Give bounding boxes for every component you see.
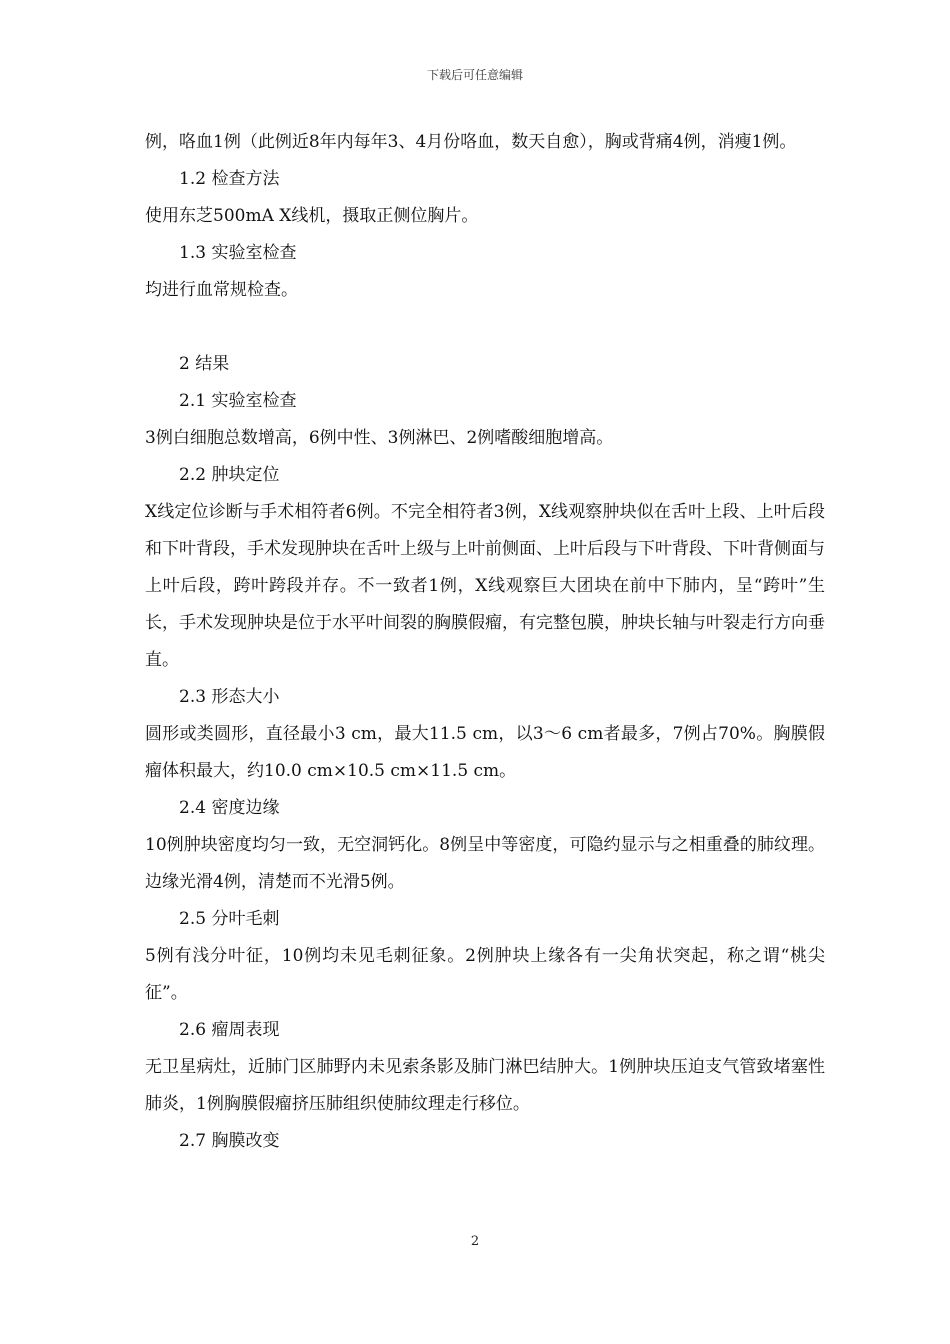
paragraph: 例，咯血1例（此例近8年内每年3、4月份咯血，数天自愈），胸或背痛4例，消瘦1例。 <box>145 132 797 152</box>
paragraph: 无卫星病灶，近肺门区肺野内未见索条影及肺门淋巴结肿大。1例肿块压迫支气管致堵塞性肺炎，1例胸膜假瘤挤压肺组织使肺纹理走行移位。 <box>145 1057 825 1114</box>
paragraph: 圆形或类圆形，直径最小3 cm，最大11.5 cm，以3～6 cm者最多，7例占70%。胸膜假瘤体积最大，约10.0 cm×10.5 cm×11.5 cm。 <box>145 724 825 781</box>
paragraph: 使用东芝500mA X线机，摄取正侧位胸片。 <box>145 206 479 226</box>
section-heading: 2.3 形态大小 <box>179 687 280 707</box>
paragraph: 10例肿块密度均匀一致，无空洞钙化。8例呈中等密度，可隐约显示与之相重叠的肺纹理。边缘光滑4例，清楚而不光滑5例。 <box>145 835 825 892</box>
section-heading: 2.1 实验室检查 <box>179 391 297 411</box>
section-heading: 2.6 瘤周表现 <box>179 1020 280 1040</box>
section-heading: 2.7 胸膜改变 <box>179 1131 280 1151</box>
paragraph: X线定位诊断与手术相符者6例。不完全相符者3例，X线观察肿块似在舌叶上段、上叶后段和下叶背段，手术发现肿块在舌叶上级与上叶前侧面、上叶后段与下叶背段、下叶背侧面与上叶后段，跨叶跨段并存。不一致者1例，X线观察巨大团块在前中下肺内，呈“跨叶”生长，手术发现肿块是位于水平叶间裂的胸膜假瘤，有完整包膜，肿块长轴与叶裂走行方向垂直。 <box>145 502 825 670</box>
paragraph: 5例有浅分叶征，10例均未见毛刺征象。2例肿块上缘各有一尖角状突起，称之谓“桃尖征”。 <box>145 946 825 1003</box>
paragraph: 均进行血常规检查。 <box>145 280 298 300</box>
section-heading: 2.2 肿块定位 <box>179 465 280 485</box>
page-header: 下载后可任意编辑 <box>426 68 523 82</box>
section-heading: 1.3 实验室检查 <box>179 243 297 263</box>
section-heading: 1.2 检查方法 <box>179 169 280 189</box>
document-body <box>145 124 825 1160</box>
page-number: 2 <box>470 1234 480 1249</box>
section-heading: 2.5 分叶毛刺 <box>179 909 280 929</box>
paragraph: 3例白细胞总数增高，6例中性、3例淋巴、2例嗜酸细胞增高。 <box>145 428 614 448</box>
section-heading: 2 结果 <box>179 354 230 374</box>
section-gap <box>145 309 825 346</box>
section-heading: 2.4 密度边缘 <box>179 798 280 818</box>
